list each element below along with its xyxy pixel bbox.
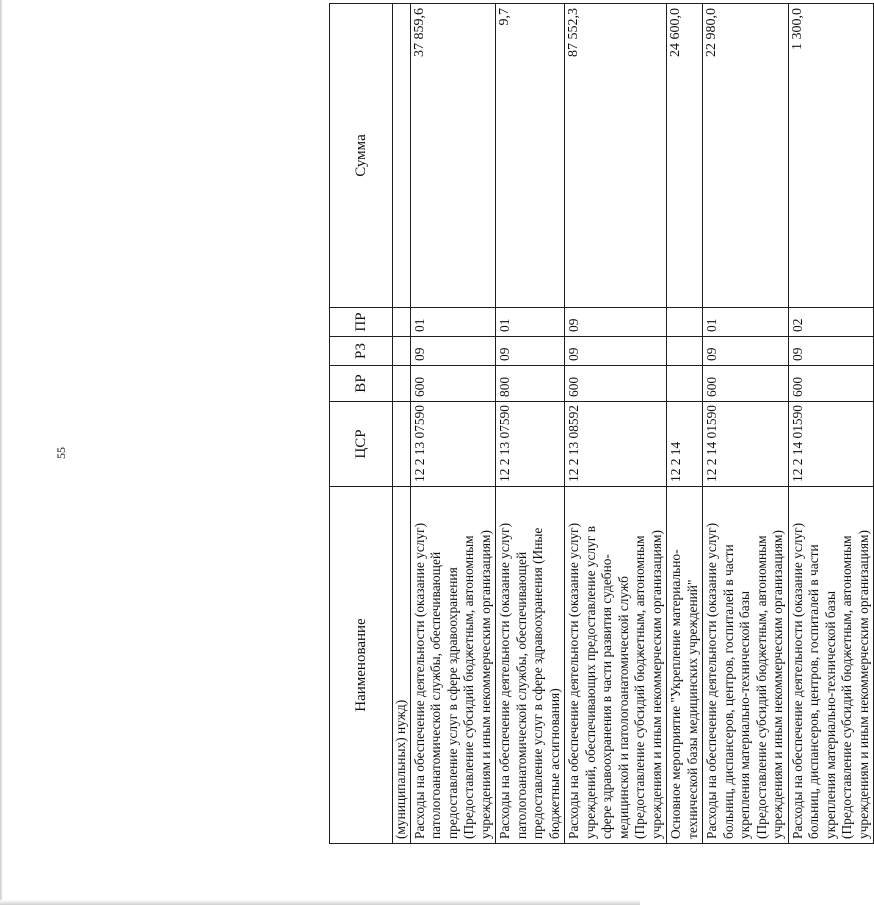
table-row (410, 4, 496, 844)
row-sum: 24 600,0 (667, 4, 703, 308)
header-rz: РЗ (330, 337, 393, 366)
row-pr: 01 (703, 308, 789, 337)
row-rz: 09 (496, 337, 565, 366)
row-sum: 1 300,0 (788, 4, 874, 308)
row-name: Расходы на обеспечение деятельности (оказание услуг) больниц, диспансеров, центров, госпиталей в части укрепления материально-технической базы (Предоставление субсидий бюджетным, автономным учреждениям и иным некоммерческим организациям) (788, 487, 874, 844)
row-csr: 12 2 14 01590 (703, 402, 789, 487)
row-rz: 09 (565, 337, 667, 366)
row-rz: 09 (703, 337, 789, 366)
row-vr: 600 (410, 366, 496, 402)
row-pr: 01 (410, 308, 496, 337)
row-sum: 37 859,6 (410, 4, 496, 308)
page-number: 55 (54, 447, 68, 459)
row-vr: 600 (565, 366, 667, 402)
row-vr (667, 366, 703, 402)
row-sum: 22 980,0 (703, 4, 789, 308)
header-sum: Сумма (330, 4, 393, 308)
table-row (788, 4, 874, 844)
row-vr: 800 (496, 366, 565, 402)
rotated-page-content (329, 4, 871, 844)
budget-table (329, 3, 874, 844)
continuation-row (393, 4, 411, 844)
row-name: Расходы на обеспечение деятельности (оказание услуг) учреждений, обеспечивающих предоставление услуг в сфере здравоохранения в части развития судебно-медицинской и патологоанатомической служб (Предоставление субсидий бюджетным, автономным учреждениям и иным некоммерческим организациям) (565, 487, 667, 844)
row-sum: 87 552,3 (565, 4, 667, 308)
scan-edge-bottom (0, 900, 640, 905)
row-name: Расходы на обеспечение деятельности (оказание услуг) больниц, диспансеров, центров, госпиталей в части укрепления материально-технической базы (Предоставление субсидий бюджетным, автономным учреждениям и иным некоммерческим организациям) (703, 487, 789, 844)
row-csr: 12 2 13 08592 (565, 402, 667, 487)
header-pr: ПР (330, 308, 393, 337)
row-name: Расходы на обеспечение деятельности (оказание услуг) патологоанатомической службы, обеспечивающей предоставление услуг в сфере здравоохранения (Предоставление субсидий бюджетным, автономным учреждениям и иным некоммерческим организациям) (410, 487, 496, 844)
row-rz (667, 337, 703, 366)
table-header-row (330, 4, 393, 844)
row-rz: 09 (788, 337, 874, 366)
row-name: Расходы на обеспечение деятельности (оказание услуг) патологоанатомической службы, обеспечивающей предоставление услуг в сфере здравоохранения (Иные бюджетные ассигнования) (496, 487, 565, 844)
row-pr: 02 (788, 308, 874, 337)
table-row (703, 4, 789, 844)
row-rz: 09 (410, 337, 496, 366)
header-csr: ЦСР (330, 402, 393, 487)
row-pr: 09 (565, 308, 667, 337)
row-pr (667, 308, 703, 337)
row-csr: 12 2 13 07590 (496, 402, 565, 487)
continuation-text: (муниципальных) нужд) (393, 487, 411, 844)
header-name: Наименование (330, 487, 393, 844)
row-sum: 9,7 (496, 4, 565, 308)
row-vr: 600 (703, 366, 789, 402)
row-csr: 12 2 13 07590 (410, 402, 496, 487)
row-csr: 12 2 14 01590 (788, 402, 874, 487)
row-csr: 12 2 14 (667, 402, 703, 487)
table-row (667, 4, 703, 844)
table-row (496, 4, 565, 844)
row-vr: 600 (788, 366, 874, 402)
row-pr: 01 (496, 308, 565, 337)
row-name: Основное мероприятие "Укрепление материально-технической базы медицинских учреждений" (667, 487, 703, 844)
table-row (565, 4, 667, 844)
header-vr: ВР (330, 366, 393, 402)
scan-edge-left (0, 0, 3, 905)
